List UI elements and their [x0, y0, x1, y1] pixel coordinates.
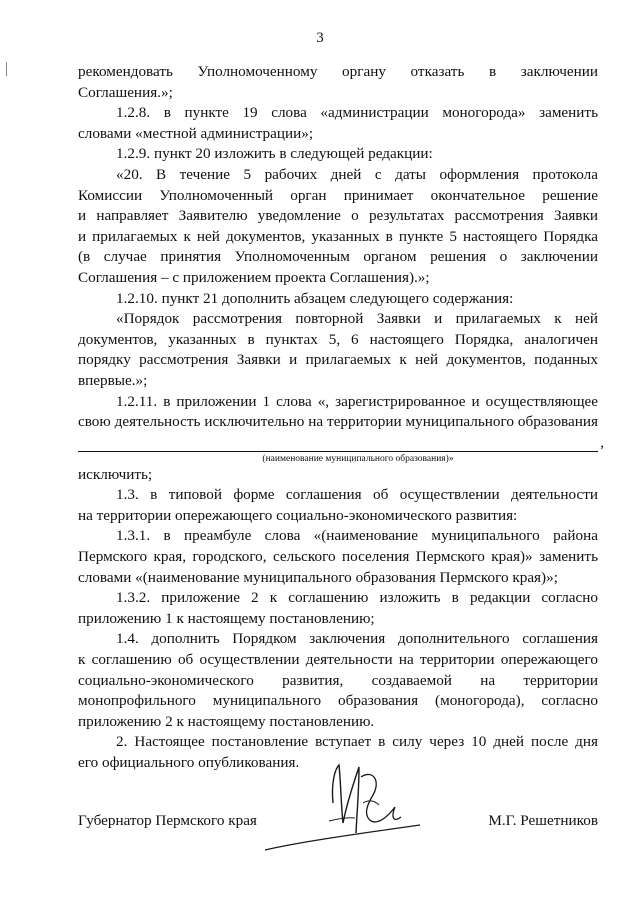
text-line: «20. В течение 5 рабочих дней с даты оформления протокола	[116, 165, 598, 183]
fill-line-caption: (наименование муниципального образования)»	[262, 453, 454, 464]
paragraphs-after-fill	[78, 465, 598, 774]
document-body	[78, 62, 604, 774]
text-line: Соглашения – с приложением проекта Соглашения).»;	[78, 268, 430, 286]
signatory-position: Губернатор Пермского края	[78, 812, 257, 829]
margin-mark	[6, 62, 7, 76]
page-number: 3	[316, 30, 324, 46]
paragraphs-before-fill	[78, 62, 598, 433]
text-line: 2. Настоящее постановление вступает в силу через 10 дней после дня	[116, 733, 598, 751]
text-line: 1.2.8. в пункте 19 слова «администрации моногорода» заменить	[116, 104, 598, 122]
text-line: документов, указанных в пунктах 5, 6 настоящего Порядка, аналогичен	[78, 330, 598, 348]
text-line: Соглашения.»;	[78, 83, 173, 101]
text-line: словами «(наименование муниципального образования Пермского края)»;	[78, 568, 558, 586]
text-line: приложению 2 к настоящему постановлению.	[78, 712, 375, 730]
text-line: впервые.»;	[78, 371, 148, 389]
text-line: монопрофильного муниципального образования (моногорода), согласно	[78, 692, 598, 710]
handwritten-signature	[255, 755, 425, 865]
signatory-name: М.Г. Решетников	[488, 812, 598, 829]
fill-in-line	[78, 435, 604, 452]
text-line: и направляет Заявителю уведомление о результатах рассмотрения Заявки	[78, 207, 598, 225]
text-line: порядку рассмотрения Заявки и прилагаемых к ней документов, поданных	[78, 351, 598, 369]
text-line: к соглашению об осуществлении деятельности на территории опережающего	[78, 651, 598, 669]
text-line: 1.3.2. приложение 2 к соглашению изложить в редакции согласно	[116, 589, 598, 607]
text-line: словами «местной администрации»;	[78, 124, 314, 142]
text-line: на территории опережающего социально-экономического развития:	[78, 506, 518, 524]
text-line: 1.2.9. пункт 20 изложить в следующей редакции:	[116, 145, 433, 163]
text-line: Комиссии Уполномоченный орган принимает окончательное решение	[78, 186, 598, 204]
text-line: 1.4. дополнить Порядком заключения дополнительного соглашения	[116, 630, 598, 648]
text-line: приложению 1 к настоящему постановлению;	[78, 609, 375, 627]
text-line: свою деятельность исключительно на территории муниципального образования	[78, 413, 598, 431]
text-line: 1.2.10. пункт 21 дополнить абзацем следующего содержания:	[116, 289, 514, 307]
text-line: и прилагаемых к ней документов, указанных в пункте 5 настоящего Порядка	[78, 227, 598, 245]
text-line: исключить;	[78, 465, 153, 483]
text-line: 1.2.11. в приложении 1 слова «, зарегистрированное и осуществляющее	[116, 392, 598, 410]
text-line: рекомендовать Уполномоченному органу отказать в заключении	[78, 63, 598, 80]
text-line: его официального опубликования.	[78, 754, 300, 771]
text-line: социально-экономического развития, создаваемой на территории	[78, 671, 598, 689]
text-line: «Порядок рассмотрения повторной Заявки и прилагаемых к ней	[116, 310, 598, 328]
text-line: (в случае принятия Уполномоченным органом решения о заключении	[78, 248, 598, 266]
text-line: 1.3.1. в преамбуле слова «(наименование муниципального района	[116, 527, 598, 545]
text-line: Пермского края, городского, сельского поселения Пермского края)» заменить	[78, 548, 598, 566]
text-line: 1.3. в типовой форме соглашения об осуществлении деятельности	[116, 486, 598, 504]
fill-line-comma: ,	[600, 435, 604, 452]
